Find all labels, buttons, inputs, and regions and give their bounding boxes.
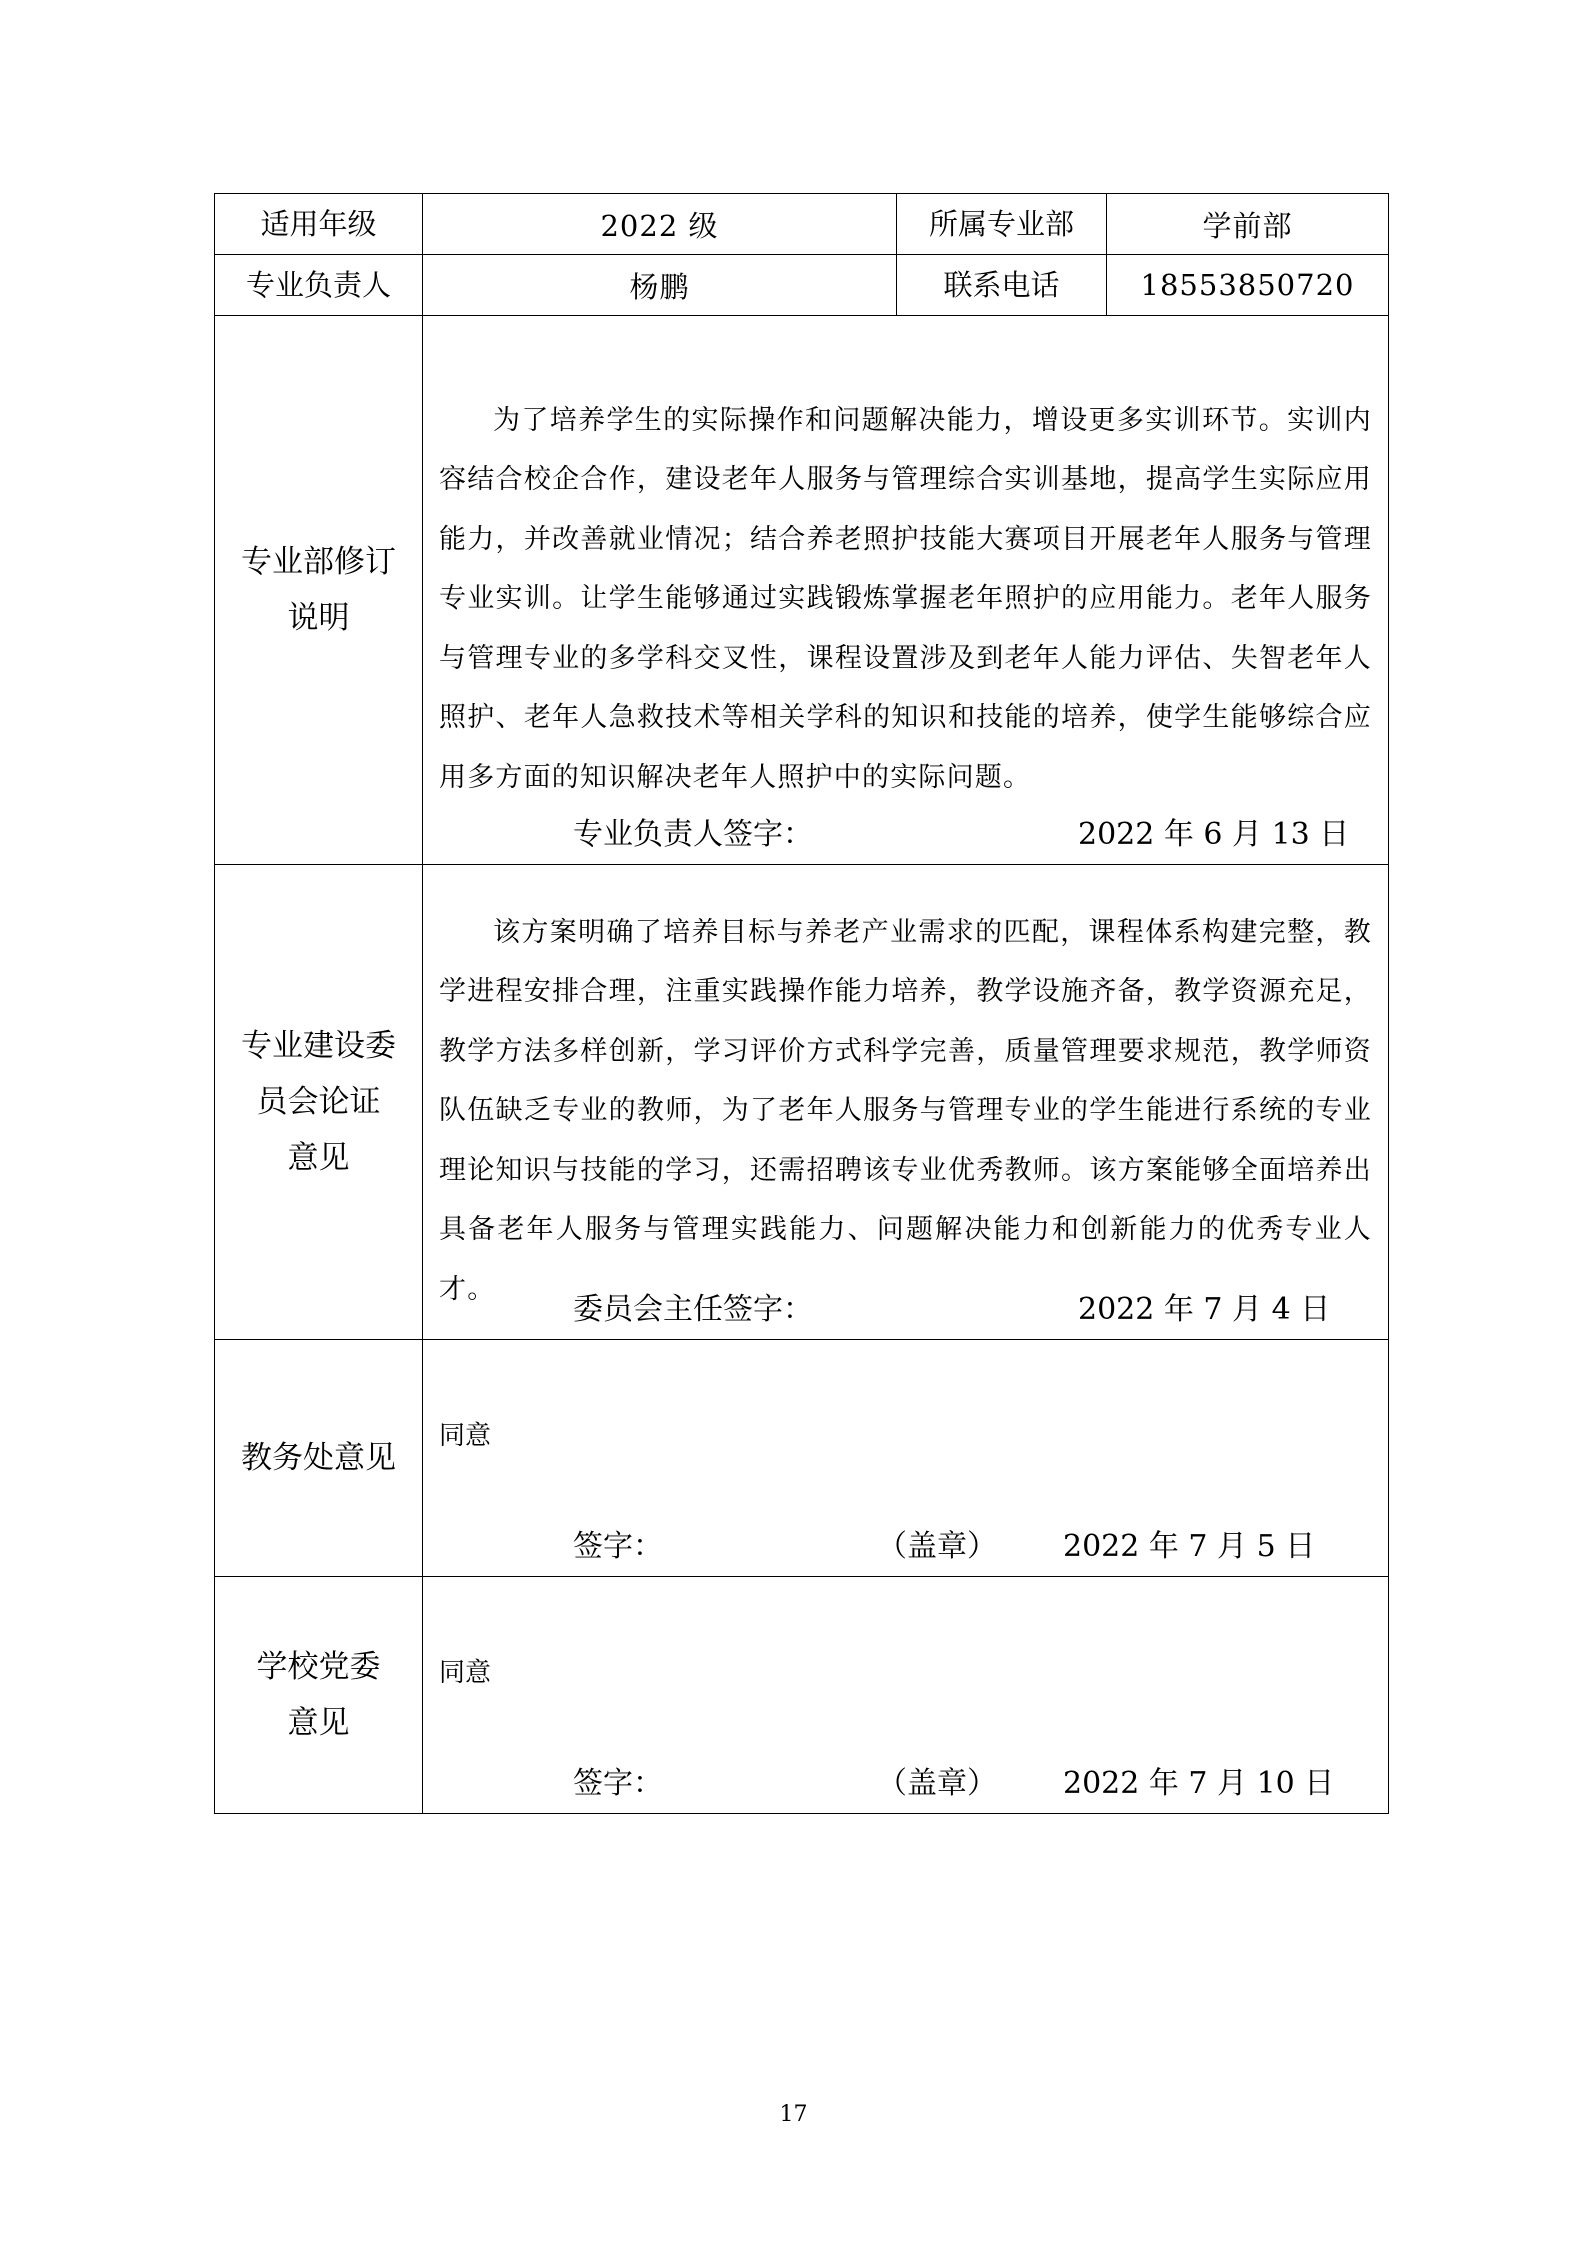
- revision-label: [215, 316, 423, 865]
- committee-content: [423, 865, 1389, 1340]
- grade-row: [215, 194, 1389, 255]
- party-committee-signature-row: [423, 1761, 1388, 1807]
- party-committee-label: [215, 1577, 423, 1814]
- revision-date: 2022 年 6 月 13 日: [1078, 817, 1350, 852]
- dept-label: 所属专业部: [897, 194, 1107, 255]
- academic-affairs-content: [423, 1340, 1389, 1577]
- committee-label: [215, 865, 423, 1340]
- party-committee-label-line1: 学校党委: [256, 1649, 381, 1685]
- party-committee-opinion: 同意: [439, 1658, 492, 1688]
- approval-form-table: [214, 193, 1389, 1814]
- leader-row: [215, 255, 1389, 316]
- committee-date: 2022 年 7 月 4 日: [1078, 1292, 1331, 1327]
- revision-text: 为了培养学生的实际操作和问题解决能力，增设更多实训环节。实训内容结合校企合作，建设老年人服务与管理综合实训基地，提高学生实际应用能力，并改善就业情况；结合养老照护技能大赛项目开展老年人服务与管理专业实训。让学生能够通过实践锻炼掌握老年照护的应用能力。老年人服务与管理专业的多学科交叉性，课程设置涉及到老年人能力评估、失智老年人照护、老年人急救技术等相关学科的知识和技能的培养，使学生能够综合应用多方面的知识解决老年人照护中的实际问题。: [439, 404, 1372, 793]
- revision-label-line2: 说明: [287, 600, 350, 636]
- party-committee-content: [423, 1577, 1389, 1814]
- revision-content: [423, 316, 1389, 865]
- academic-affairs-label: 教务处意见: [215, 1340, 423, 1577]
- committee-text: 该方案明确了培养目标与养老产业需求的匹配，课程体系构建完整，教学进程安排合理，注重实践操作能力培养，教学设施齐备，教学资源充足，教学方法多样创新，学习评价方式科学完善，质量管理要求规范，教学师资队伍缺乏专业的教师，为了老年人服务与管理专业的学生能进行系统的专业理论知识与技能的学习，还需招聘该专业优秀教师。该方案能够全面培养出具备老年人服务与管理实践能力、问题解决能力和创新能力的优秀专业人才。: [439, 916, 1372, 1305]
- academic-affairs-row: [215, 1340, 1389, 1577]
- leader-label: 专业负责人: [215, 255, 423, 316]
- party-committee-row: [215, 1577, 1389, 1814]
- committee-row: [215, 865, 1389, 1340]
- committee-label-line1: 专业建设委: [241, 1028, 396, 1064]
- committee-sign-label: 委员会主任签字：: [573, 1292, 813, 1327]
- committee-signature-row: [423, 1287, 1388, 1333]
- grade-label: 适用年级: [215, 194, 423, 255]
- committee-label-line3: 意见: [287, 1140, 350, 1176]
- revision-label-line1: 专业部修订: [241, 544, 396, 580]
- revision-sign-label: 专业负责人签字：: [573, 817, 813, 852]
- academic-affairs-opinion: 同意: [439, 1421, 492, 1451]
- committee-label-line2: 员会论证: [256, 1084, 381, 1120]
- party-committee-date: 2022 年 7 月 10 日: [1063, 1766, 1335, 1801]
- phone-label: 联系电话: [897, 255, 1107, 316]
- page-number: 17: [779, 2102, 808, 2127]
- party-committee-seal-label: （盖章）: [877, 1766, 997, 1801]
- grade-value: 2022 级: [423, 194, 897, 255]
- dept-value: 学前部: [1107, 194, 1389, 255]
- academic-affairs-sign-label: 签字：: [573, 1529, 663, 1564]
- party-committee-sign-label: 签字：: [573, 1766, 663, 1801]
- revision-row: [215, 316, 1389, 865]
- academic-affairs-date: 2022 年 7 月 5 日: [1063, 1529, 1316, 1564]
- academic-affairs-signature-row: [423, 1524, 1388, 1570]
- party-committee-label-line2: 意见: [287, 1705, 350, 1741]
- revision-signature-row: [423, 812, 1388, 858]
- phone-value: 18553850720: [1107, 255, 1389, 316]
- academic-affairs-seal-label: （盖章）: [877, 1529, 997, 1564]
- leader-value: 杨鹏: [423, 255, 897, 316]
